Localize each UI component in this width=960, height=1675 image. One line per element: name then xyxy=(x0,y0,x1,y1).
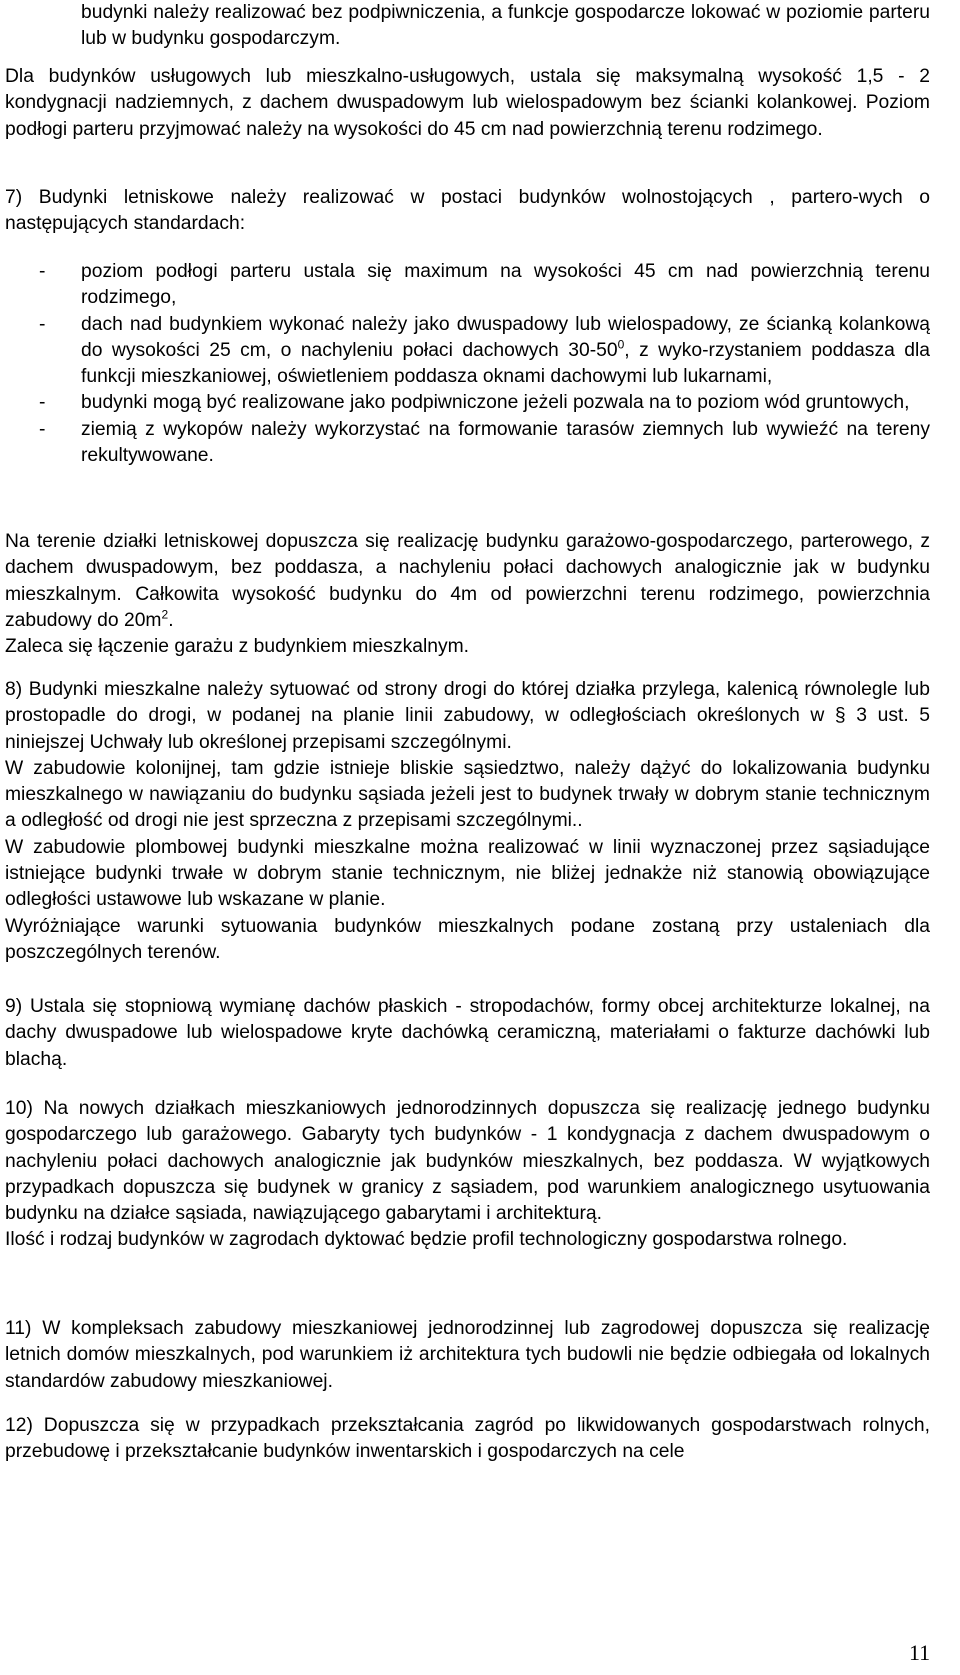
section-12-paragraph: 12) Dopuszcza się w przypadkach przekształcania zagród po likwidowanych gospodarstwach rolnych, przebudowę i przekształcanie budynków inwentarskich i gospodarczych na cele xyxy=(5,1415,930,1463)
superscript: 2 xyxy=(161,607,169,622)
section-11-paragraph: 11) W kompleksach zabudowy mieszkaniowej jednorodzinnej lub zagrodowej dopuszcza się realizację letnich domów mieszkalnych, pod warunkiem iż architektura tych budowli nie będzie odbiegała od lokalnych standardów zabudowy mieszkaniowej. xyxy=(5,1318,930,1392)
intro-section xyxy=(5,0,930,53)
garage-paragraph-block xyxy=(5,529,930,660)
list-item xyxy=(5,259,930,312)
list-dash: - xyxy=(39,313,46,335)
section-10-paragraph: 10) Na nowych działkach mieszkaniowych jednorodzinnych dopuszcza się realizację jednego budynku gospodarczego lub garażowego. Gabaryty tych budynków - 1 kondygnacja z dachem dwuspadowym o nachyleniu połaci dachowych analogicznie jak budynków mieszkalnych, bez poddasza. W wyjątkowych przypadkach dopuszcza się budynek w granicy z sąsiadem, pod warunkiem analogicznego usytuowania budynku na działce sąsiada, nawiązującego gabarytami i architekturą. xyxy=(5,1098,930,1225)
section-8-colonial: W zabudowie kolonijnej, tam gdzie istnieje bliskie sąsiedztwo, należy dążyć do lokalizowania budynku mieszkalnego w nawiązaniu do budynku sąsiada jeżeli jest to budynek trwały w dobrym stanie technicznym a odległość od drogi nie jest sprzeczna z przepisami szczególnymi.. xyxy=(5,757,930,832)
intro-paragraph-block xyxy=(5,64,930,143)
page-number: 11 xyxy=(909,1640,931,1665)
list-dash: - xyxy=(39,418,46,440)
list-dash: - xyxy=(39,392,46,414)
intro-paragraph: Dla budynków usługowych lub mieszkalno-usługowych, ustala się maksymalną wysokość 1,5 - 2 kondygnacji nadziemnych, z dachem dwuspadowym lub wielospadowym bez ścianki kolankowej. Poziom podłogi parteru przyjmować należy na wysokości do 45 cm nad powierzchnią terenu rodzimego. xyxy=(5,66,930,140)
garage-paragraph xyxy=(5,529,930,634)
list-item-text: budynki mogą być realizowane jako podpiwniczone jeżeli pozwala na to poziom wód gruntowych, xyxy=(81,392,910,414)
section-11 xyxy=(5,1316,930,1395)
section-8-infill: W zabudowie plombowej budynki mieszkalne można realizować w linii wyznaczonej przez sąsiadujące istniejące budynki trwałe w dobrym stanie technicznym, nie bliżej jednakże niż stanowią obowiązujące odległości ustawowe lub wskazane w planie. xyxy=(5,836,930,911)
list-item-text: dach nad budynkiem wykonać należy jako dwuspadowy lub wielospadowy, ze ścianką kolankową do wysokości 25 cm, o nachyleniu połaci dachowych 30-50 xyxy=(81,313,930,361)
section-7-heading: 7) Budynki letniskowe należy realizować w postaci budynków wolnostojących , partero-wych o następujących standardach: xyxy=(5,187,930,235)
garage-text: Na terenie działki letniskowej dopuszcza się realizację budynku garażowo-gospodarczego, parterowego, z dachem dwuspadowym, bez poddasza, a nachyleniu połaci dachowych analogicznie jak w budynku mieszkalnym. Całkowita wysokość budynku do 4m od powierzchni terenu rodzimego, powierzchnia zabudowy do 20m xyxy=(5,531,930,631)
section-7-list xyxy=(5,259,930,469)
section-9-paragraph: 9) Ustala się stopniową wymianę dachów płaskich - stropodachów, formy obcej architekturze lokalnej, na dachy dwuspadowe lub wielospadowe kryte dachówką ceramiczną, materiałami o fakturze dachówki lub blachą. xyxy=(5,996,930,1070)
list-dash: - xyxy=(39,261,46,282)
list-item-text: ziemią z wykopów należy wykorzystać na formowanie tarasów ziemnych lub wywieźć na tereny rekultywowane. xyxy=(81,418,930,467)
superscript: 0 xyxy=(617,337,625,352)
list-item xyxy=(5,390,930,416)
section-8 xyxy=(5,677,930,966)
intro-continuation: budynki należy realizować bez podpiwniczenia, a funkcje gospodarcze lokować w poziomie parteru lub w budynku gospodarczym. xyxy=(81,2,930,50)
list-item xyxy=(5,312,930,391)
section-8-note: Wyróżniające warunki sytuowania budynków mieszkalnych podane zostaną przy ustaleniach dla poszczególnych terenów. xyxy=(5,915,930,963)
garage-recommendation: Zaleca się łączenie garażu z budynkiem mieszkalnym. xyxy=(5,636,470,658)
garage-end: . xyxy=(168,609,174,631)
list-item-text: poziom podłogi parteru ustala się maximum na wysokości 45 cm nad powierzchnią terenu rodzimego, xyxy=(81,261,930,309)
section-10-note: Ilość i rodzaj budynków w zagrodach dyktować będzie profil technologiczny gospodarstwa rolnego. xyxy=(5,1229,848,1251)
section-10 xyxy=(5,1096,930,1254)
section-12 xyxy=(5,1413,930,1466)
section-9 xyxy=(5,994,930,1073)
section-8-paragraph: 8) Budynki mieszkalne należy sytuować od strony drogi do której działka przylega, kalenicą równolegle lub prostopadle do drogi, w podanej na planie linii zabudowy, w odległościach określonych w § 3 ust. 5 niniejszej Uchwały lub określonej przepisami szczególnymi. xyxy=(5,679,930,753)
list-item xyxy=(5,417,930,470)
section-7 xyxy=(5,185,930,238)
list-item-text-cont: , z wyko-rzystaniem poddasza dla funkcji mieszkaniowej, oświetleniem poddasza oknami dachowymi lub lukarnami, xyxy=(81,339,931,388)
